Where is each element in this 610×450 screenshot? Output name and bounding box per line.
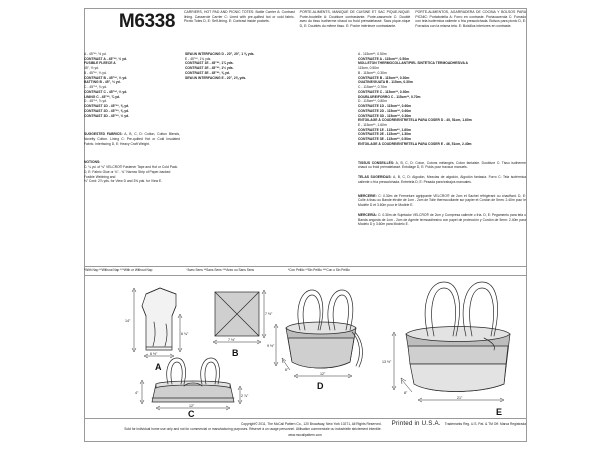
right-frame-rule [526,8,527,442]
requirement-line: ENTOILAGE À COUDRE/ENTRETELA PARA COSER D - 40, 51cm, 1.60m [358,118,472,123]
requirement-line: A - 45"**, ½ yd. [84,52,107,56]
footer-use-terms: Sold for individual home use only and not for commercial or manufacturing purposes. Réservé à un usage personnel. Utilisation commerciale ou industrielle strictement interdite. [124,426,382,431]
requirement-line: CONTRAST B - 45"**, ⅓ yd. [84,75,128,80]
requirement-line: SEW-IN INTERFACING D - 20", 20", 1 ⅝ yds. [185,52,255,56]
requirement-line: E - 45"**, 1¾ yds. [185,56,212,61]
requirement-line: CONTRASTE 2E - 115cm**, 1.30m [358,132,411,137]
requirement-line: A - 115cm**, 0.50m [358,52,387,56]
requirement-line: CONTRAST 3D - 45"**, ⅓ yd. [84,113,130,118]
view-c-label: C [188,409,195,418]
view-e-drawing [382,282,510,417]
suggested-fabrics-english [84,132,180,146]
notions-english [84,160,180,184]
notions-heading-en: NOTIONS: [84,160,101,165]
description-french: PORTE-ALIMENTS, MANIQUE DE CUISINE ET SAC PIQUE-NIQUE: Porte-bouteille A: Doublure contrastante. Porte-casserole C: Doublé avec du tissu isotherme chaud ou froid prématelassé. Sacs pique-nique D, E: Doublés du même tissu. E: Poche intérieure contrastante. [299,10,411,28]
fabric-requirements-english-cont [185,52,353,80]
requirement-line: D - 115cm**, 0.80m [358,99,387,104]
view-b-height-label: 7 ½" [265,312,273,316]
view-c-drawing [135,358,249,418]
requirements-columns [84,52,526,227]
footer-website: www.mccallpattern.com [288,432,322,437]
view-b-label: B [232,348,239,358]
notions-lines-english [84,165,180,184]
footer-printed-in: Printed in U.S.A. [391,420,441,427]
requirement-line: CONTRASTE 1E - 115cm**, 1.60m [358,127,411,132]
requirement-line: C - 115cm**, 0.70m [358,85,387,90]
top-frame-rule [84,8,526,9]
requirement-line: DOUBLURE/FORRO C - 115cm**, 0.70m [358,94,421,99]
pattern-number: M6338 [118,11,175,32]
view-d-label: D [317,381,324,391]
view-e-height-label: 13 ½" [382,360,392,364]
view-b-width-label: 7 ½" [228,338,236,342]
requirement-line: CONTRAST 3E - 45"**, ⅝ yd. [185,70,230,75]
line-drawings [84,276,526,416]
view-a-drawing [125,288,189,372]
requirement-line: CONTRASTE B - 115cm**, 0.30m [358,75,410,80]
requirement-line: MOLLETON THERMOCOLLANT/PIEL SINTÉTICA TERMOADHESIVA A [358,61,468,66]
line-drawings-svg [84,276,526,418]
description-english: CARRIERS, HOT PAD AND PICNIC TOTES: Bottle Carrier A: Contrast lining. Casserole Carrier C: Lined with pre-quilted hot or cold fabric. Picnic Totes D, E: Self-lining. E: Contrast inside pockets. [184,10,295,24]
footer-divider-rule [84,418,526,419]
notions-heading-fr: MERCERIE: [358,193,377,198]
header [84,10,526,31]
bottom-frame-rule [84,441,526,442]
requirement-line: FUSIBLE FLEECE A [84,61,116,66]
requirement-line: B - 45"**, ⅓ yd. [84,70,107,75]
view-b-drawing [213,290,273,358]
requirement-line: CONTRAST 1D - 45"**, ⅝ yd. [84,104,130,109]
view-d-width-label: 12" [320,372,326,376]
view-c-width-label: 12" [189,404,195,408]
requirement-line: 45", ½ yd. [84,66,99,71]
column-english [84,52,180,227]
requirement-line: 115cm, 0.50m [358,66,379,71]
suggested-fabrics-heading-es: TELAS SUGERIDAS: [358,175,392,180]
suggested-fabrics-heading-fr: TISSUS CONSEILLÉS: [358,160,395,165]
column-middle [185,52,353,227]
notions-heading-es: MERCERÍA: [358,212,377,217]
nap-note-french: *Avec Sens **Sans Sens ***Avec ou Sans Sens [186,268,254,272]
requirement-line: ENTOILAGE À COUDRE/ENTRETELA PARA COSER E - 46, 51cm, 2.40m [358,141,472,146]
suggested-fabrics-spanish [358,175,526,184]
suggested-fabrics-body-es: A, B, C, D: Algodón, Mezclas de algodón, Algodón fantasía. Forro C: Tela isotérmica caliente o fría preacolchada. Entretela D, E: Pesada para trabajos manuales. [358,175,526,184]
view-c-depth-label: 2 ⅞" [241,394,249,398]
requirement-line: CONTRASTE A - 115cm**, 0.50m [358,56,410,61]
view-e-width-label: 21" [457,396,463,400]
requirement-line: CONTRASTE 3D - 115cm**, 0.30m [358,113,412,118]
suggested-fabrics-body-en: A, B, C, D: Cotton, Cotton Blends, Novelty Cotton. Lining C: Pre-quilted Hot or Cold Insulated Fabric. Interfacing D, E: Heavy Craft Weight. [84,132,180,146]
view-e-label: E [496,407,503,417]
footer [84,420,526,437]
nap-notes [84,268,526,272]
requirement-line: CONTRASTE C - 115cm**, 0.30m [358,89,410,94]
requirement-line: CONTRASTE 2D - 115cm**, 0.60m [358,108,412,113]
fabric-requirements-metric [358,52,526,147]
requirement-line: BATTING B - 45", ⅓ yd. [84,80,121,85]
pattern-number-block [84,10,178,31]
view-c-height-label: 4" [135,391,139,395]
view-e-depth-label: 8" [404,391,408,395]
requirement-line: CONTRASTE 1D - 115cm**, 0.60m [358,104,412,109]
notes-divider-rule [84,266,526,267]
notions-body-fr: C: 0.30m de Fermeture agrippante VELCRO® de 2cm et Sachet réfrigérant ou chauffant. D, E: Colle à tissu ou Bande étroite de 1cm - 2cm de Toile thermocollante sur papier et Cordon de 5mm: 2.40m pour le Modèle D et 3.60m pour le Modèle E. [358,193,527,208]
suggested-fabrics-heading-en: SUGGESTED FABRICS: [84,132,123,137]
view-d-drawing [267,290,362,391]
requirement-line: B - 115cm**, 0.30m [358,70,387,75]
requirement-line: D, E: Fabric Glue or ¾" - ¾" Narrow Strip of Paper-backed Fusible Webbing and [84,169,171,179]
suggested-fabrics-french [358,161,526,170]
column-metric [358,52,526,227]
requirement-line: C: ¼ yd. of ¾" VELCRO® Fastener Tape and Hot or Cold Pack. [84,165,179,170]
requirement-line: CONTRAST C - 45"**, ⅓ yd. [84,89,128,94]
requirement-line: E - 115cm**, 1.60m [358,123,387,128]
nap-note-english: *With Nap **Without Nap ***With or Without Nap [84,268,153,272]
requirement-line: SEW-IN INTERFACING E - 20", 2⅝ yds. [185,75,247,80]
requirement-line: LINING C - 45"**, ¾ yd. [84,94,120,99]
requirement-line: CONTRASTE 3E - 115cm**, 0.50m [358,137,411,142]
suggested-fabrics-body-fr: A, B, C, D: Coton, Cotons mélangés, Coton fantaisie. Doublure C: Tissu isotherme chaud ou froid prématelassé. Entoilage D, E: Poids pour travaux manuels. [358,160,526,170]
fabric-requirements-english [84,52,180,118]
notions-french [358,194,526,208]
view-d-height-label: 9 ½" [267,344,275,348]
requirement-line: D - 45"**, ⅞ yd. [84,99,107,104]
description-spanish: PORTE-ALIMENTOS, AGARRADERA DE COCINA Y BOLSOS PARA PICNIC: Portabotella A: Forro en contraste. Portacacerola C: Forrado con tela isotérmica caliente o fría preacolchada. Bolsos para picnic D, E: Forrados con la misma tela. E: Bolsillos interiores en contraste. [415,10,527,28]
requirement-line: C - 45"**, ¾ yd. [84,85,107,90]
nap-note-spanish: *Con Pelillo **Sin Pelillo ***Con o Sin Pelillo [287,268,350,272]
notions-spanish [358,213,526,227]
requirement-line: ⅜" Cord: 2⅞ yds. for View D and 3⅝ yds. for View E. [84,179,163,184]
notions-body-es: C: 0.30m de Sujetador VELCRO® de 2cm y Compresa caliente o fría. D, E: Pegamento para tela o Banda angosta de 1cm - 2cm de Agente termoadhesivo con papel de protección y Cordón de 5mm: 2.40m para Modelo D y 3.60m para Modelo E. [358,212,526,227]
view-a-width-label: 6 ½" [150,352,158,356]
footer-copyright: Copyright© 2011, The McCall Pattern Co., 120 Broadway, New York 10271, All Rights Reserved. [240,422,382,426]
view-a-side-label: 6 ¾" [181,332,189,336]
view-a-height-label: 14" [125,319,131,323]
view-d-depth-label: 6" [285,368,289,372]
requirement-line: CONTRAST 2D - 45"**, ⅝ yd. [84,108,130,113]
requirement-line: CONTRAST A - 45"**, ½ yd. [84,56,127,61]
footer-trademark: Trademarks Reg. U.S. Pat. & TM Off. Marca Registrada [444,422,526,426]
requirement-line: CONTRAST 2E - 45"**, 1½ yds. [185,66,234,71]
view-a-label: A [155,362,162,372]
requirement-line: OUATINE/GUATA B - 115cm, 0.30m [358,80,413,85]
requirement-line: CONTRAST 1E - 45"**, 1¾ yds. [185,61,234,66]
